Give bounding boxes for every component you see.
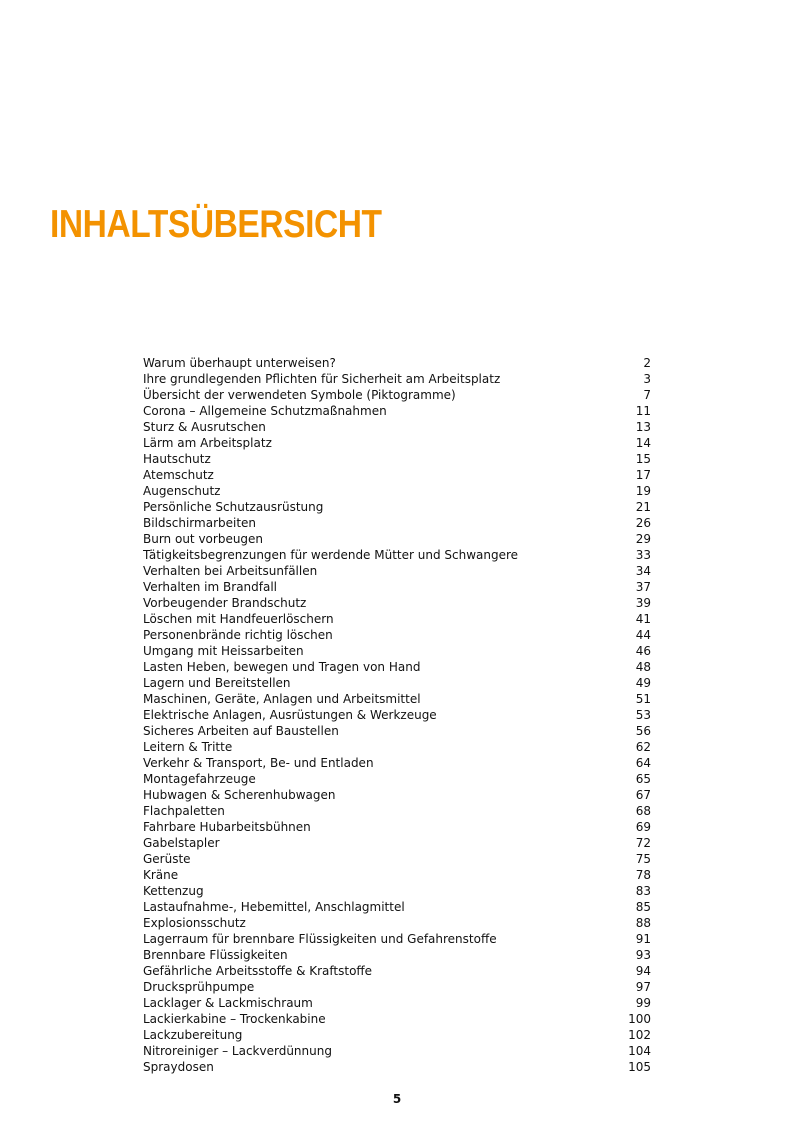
toc-entry[interactable]	[143, 419, 651, 435]
toc-entry-page: 102	[628, 1028, 651, 1042]
toc-entry-page: 17	[635, 468, 651, 482]
toc-entry-label: Bildschirmarbeiten	[143, 516, 257, 530]
toc-entry[interactable]	[143, 851, 651, 867]
toc-entry[interactable]	[143, 771, 651, 787]
toc-entry-page: 48	[635, 660, 651, 674]
toc-entry-label: Montagefahrzeuge	[143, 772, 256, 786]
toc-entry[interactable]	[143, 627, 651, 643]
toc-entry-label: Explosionsschutz	[143, 916, 246, 930]
toc-entry-page: 72	[635, 836, 651, 850]
toc-entry-page: 14	[635, 436, 651, 450]
toc-entry-page: 56	[635, 724, 651, 738]
toc-entry[interactable]	[143, 355, 651, 371]
toc-entry[interactable]	[143, 643, 651, 659]
toc-entry[interactable]	[143, 723, 651, 739]
toc-entry-page: 29	[635, 532, 651, 546]
toc-entry-label: Persönliche Schutzausrüstung	[143, 500, 324, 514]
toc-entry-page: 3	[643, 372, 651, 386]
toc-entry-page: 21	[635, 500, 651, 514]
toc-entry-label: Drucksprühpumpe	[143, 980, 255, 994]
toc-entry-label: Vorbeugender Brandschutz	[143, 596, 307, 610]
toc-entry-page: 99	[635, 996, 651, 1010]
toc-entry-label: Sturz & Ausrutschen	[143, 420, 266, 434]
toc-entry[interactable]	[143, 819, 651, 835]
toc-entry-page: 44	[635, 628, 651, 642]
toc-entry-label: Lacklager & Lackmischraum	[143, 996, 313, 1010]
toc-entry[interactable]	[143, 755, 651, 771]
page-title: INHALTSÜBERSICHT	[50, 203, 382, 246]
toc-entry[interactable]	[143, 659, 651, 675]
toc-entry-label: Hubwagen & Scherenhubwagen	[143, 788, 336, 802]
toc-entry-label: Warum überhaupt unterweisen?	[143, 356, 336, 370]
toc-entry[interactable]	[143, 451, 651, 467]
toc-entry[interactable]	[143, 563, 651, 579]
toc-entry[interactable]	[143, 867, 651, 883]
toc-entry[interactable]	[143, 579, 651, 595]
toc-entry[interactable]	[143, 675, 651, 691]
toc-entry-label: Übersicht der verwendeten Symbole (Piktogramme)	[143, 388, 456, 402]
toc-entry-page: 97	[635, 980, 651, 994]
toc-entry-page: 93	[635, 948, 651, 962]
toc-entry-label: Lagern und Bereitstellen	[143, 676, 291, 690]
table-of-contents	[143, 355, 651, 1075]
toc-entry-label: Kettenzug	[143, 884, 204, 898]
toc-entry[interactable]	[143, 371, 651, 387]
toc-entry-page: 88	[635, 916, 651, 930]
toc-entry-label: Lagerraum für brennbare Flüssigkeiten und Gefahrenstoffe	[143, 932, 497, 946]
toc-entry-label: Corona – Allgemeine Schutzmaßnahmen	[143, 404, 387, 418]
toc-entry-page: 2	[643, 356, 651, 370]
toc-entry-page: 34	[635, 564, 651, 578]
toc-entry[interactable]	[143, 611, 651, 627]
toc-entry-page: 51	[635, 692, 651, 706]
toc-entry-page: 78	[635, 868, 651, 882]
toc-entry-page: 26	[635, 516, 651, 530]
toc-entry-label: Sicheres Arbeiten auf Baustellen	[143, 724, 339, 738]
toc-entry-page: 65	[635, 772, 651, 786]
toc-entry[interactable]	[143, 531, 651, 547]
toc-entry-page: 19	[635, 484, 651, 498]
toc-entry[interactable]	[143, 803, 651, 819]
toc-entry-label: Gefährliche Arbeitsstoffe & Kraftstoffe	[143, 964, 373, 978]
toc-entry-label: Augenschutz	[143, 484, 221, 498]
toc-entry[interactable]	[143, 979, 651, 995]
toc-entry[interactable]	[143, 931, 651, 947]
toc-entry[interactable]	[143, 915, 651, 931]
toc-entry-page: 15	[635, 452, 651, 466]
toc-entry[interactable]	[143, 835, 651, 851]
toc-entry[interactable]	[143, 499, 651, 515]
toc-entry[interactable]	[143, 1043, 651, 1059]
toc-entry-label: Ihre grundlegenden Pflichten für Sicherheit am Arbeitsplatz	[143, 372, 501, 386]
toc-entry[interactable]	[143, 1011, 651, 1027]
toc-entry-label: Elektrische Anlagen, Ausrüstungen & Werkzeuge	[143, 708, 437, 722]
toc-entry-page: 83	[635, 884, 651, 898]
toc-entry-label: Kräne	[143, 868, 179, 882]
toc-entry-page: 39	[635, 596, 651, 610]
toc-entry-page: 68	[635, 804, 651, 818]
toc-entry-page: 75	[635, 852, 651, 866]
toc-entry-page: 91	[635, 932, 651, 946]
toc-entry-page: 105	[628, 1060, 651, 1074]
toc-entry-label: Maschinen, Geräte, Anlagen und Arbeitsmittel	[143, 692, 421, 706]
toc-entry[interactable]	[143, 1027, 651, 1043]
toc-entry-label: Tätigkeitsbegrenzungen für werdende Mütter und Schwangere	[143, 548, 519, 562]
toc-entry-label: Lärm am Arbeitsplatz	[143, 436, 272, 450]
toc-entry-label: Personenbrände richtig löschen	[143, 628, 333, 642]
toc-entry-page: 94	[635, 964, 651, 978]
toc-entry-label: Verhalten bei Arbeitsunfällen	[143, 564, 318, 578]
toc-entry-page: 13	[635, 420, 651, 434]
toc-entry-page: 46	[635, 644, 651, 658]
toc-entry-label: Nitroreiniger – Lackverdünnung	[143, 1044, 332, 1058]
toc-entry[interactable]	[143, 595, 651, 611]
toc-entry-page: 67	[635, 788, 651, 802]
toc-entry[interactable]	[143, 883, 651, 899]
toc-entry[interactable]	[143, 787, 651, 803]
toc-entry[interactable]	[143, 691, 651, 707]
toc-entry-page: 41	[635, 612, 651, 626]
toc-entry-page: 37	[635, 580, 651, 594]
toc-entry-page: 85	[635, 900, 651, 914]
toc-entry-page: 11	[635, 404, 651, 418]
toc-entry-label: Atemschutz	[143, 468, 214, 482]
toc-entry-label: Fahrbare Hubarbeitsbühnen	[143, 820, 311, 834]
toc-entry[interactable]	[143, 739, 651, 755]
toc-entry-page: 69	[635, 820, 651, 834]
toc-entry-label: Flachpaletten	[143, 804, 225, 818]
toc-entry-label: Leitern & Tritte	[143, 740, 233, 754]
toc-entry-label: Brennbare Flüssigkeiten	[143, 948, 288, 962]
toc-entry-label: Spraydosen	[143, 1060, 214, 1074]
toc-entry[interactable]	[143, 947, 651, 963]
toc-entry-label: Verhalten im Brandfall	[143, 580, 278, 594]
toc-entry-label: Hautschutz	[143, 452, 211, 466]
toc-entry-page: 64	[635, 756, 651, 770]
toc-entry[interactable]	[143, 1059, 651, 1075]
toc-entry-label: Verkehr & Transport, Be- und Entladen	[143, 756, 374, 770]
toc-entry-page: 62	[635, 740, 651, 754]
toc-entry-page: 104	[628, 1044, 651, 1058]
toc-entry-label: Lasten Heben, bewegen und Tragen von Hand	[143, 660, 421, 674]
toc-entry[interactable]	[143, 995, 651, 1011]
toc-entry-page: 53	[635, 708, 651, 722]
toc-entry-page: 33	[635, 548, 651, 562]
toc-entry[interactable]	[143, 515, 651, 531]
toc-entry-label: Lackzubereitung	[143, 1028, 243, 1042]
toc-entry[interactable]	[143, 467, 651, 483]
toc-entry[interactable]	[143, 403, 651, 419]
toc-entry-label: Burn out vorbeugen	[143, 532, 264, 546]
toc-entry[interactable]	[143, 387, 651, 403]
toc-entry-label: Umgang mit Heissarbeiten	[143, 644, 304, 658]
toc-entry[interactable]	[143, 483, 651, 499]
page-number: 5	[392, 1092, 402, 1106]
toc-entry-page: 7	[643, 388, 651, 402]
toc-entry[interactable]	[143, 707, 651, 723]
toc-entry[interactable]	[143, 547, 651, 563]
toc-entry-label: Gabelstapler	[143, 836, 220, 850]
toc-entry-page: 100	[628, 1012, 651, 1026]
toc-entry-label: Löschen mit Handfeuerlöschern	[143, 612, 334, 626]
toc-entry-label: Lackierkabine – Trockenkabine	[143, 1012, 326, 1026]
toc-entry[interactable]	[143, 963, 651, 979]
toc-entry[interactable]	[143, 435, 651, 451]
toc-entry-page: 49	[635, 676, 651, 690]
toc-entry-label: Lastaufnahme-, Hebemittel, Anschlagmittel	[143, 900, 405, 914]
toc-entry[interactable]	[143, 899, 651, 915]
toc-entry-label: Gerüste	[143, 852, 191, 866]
